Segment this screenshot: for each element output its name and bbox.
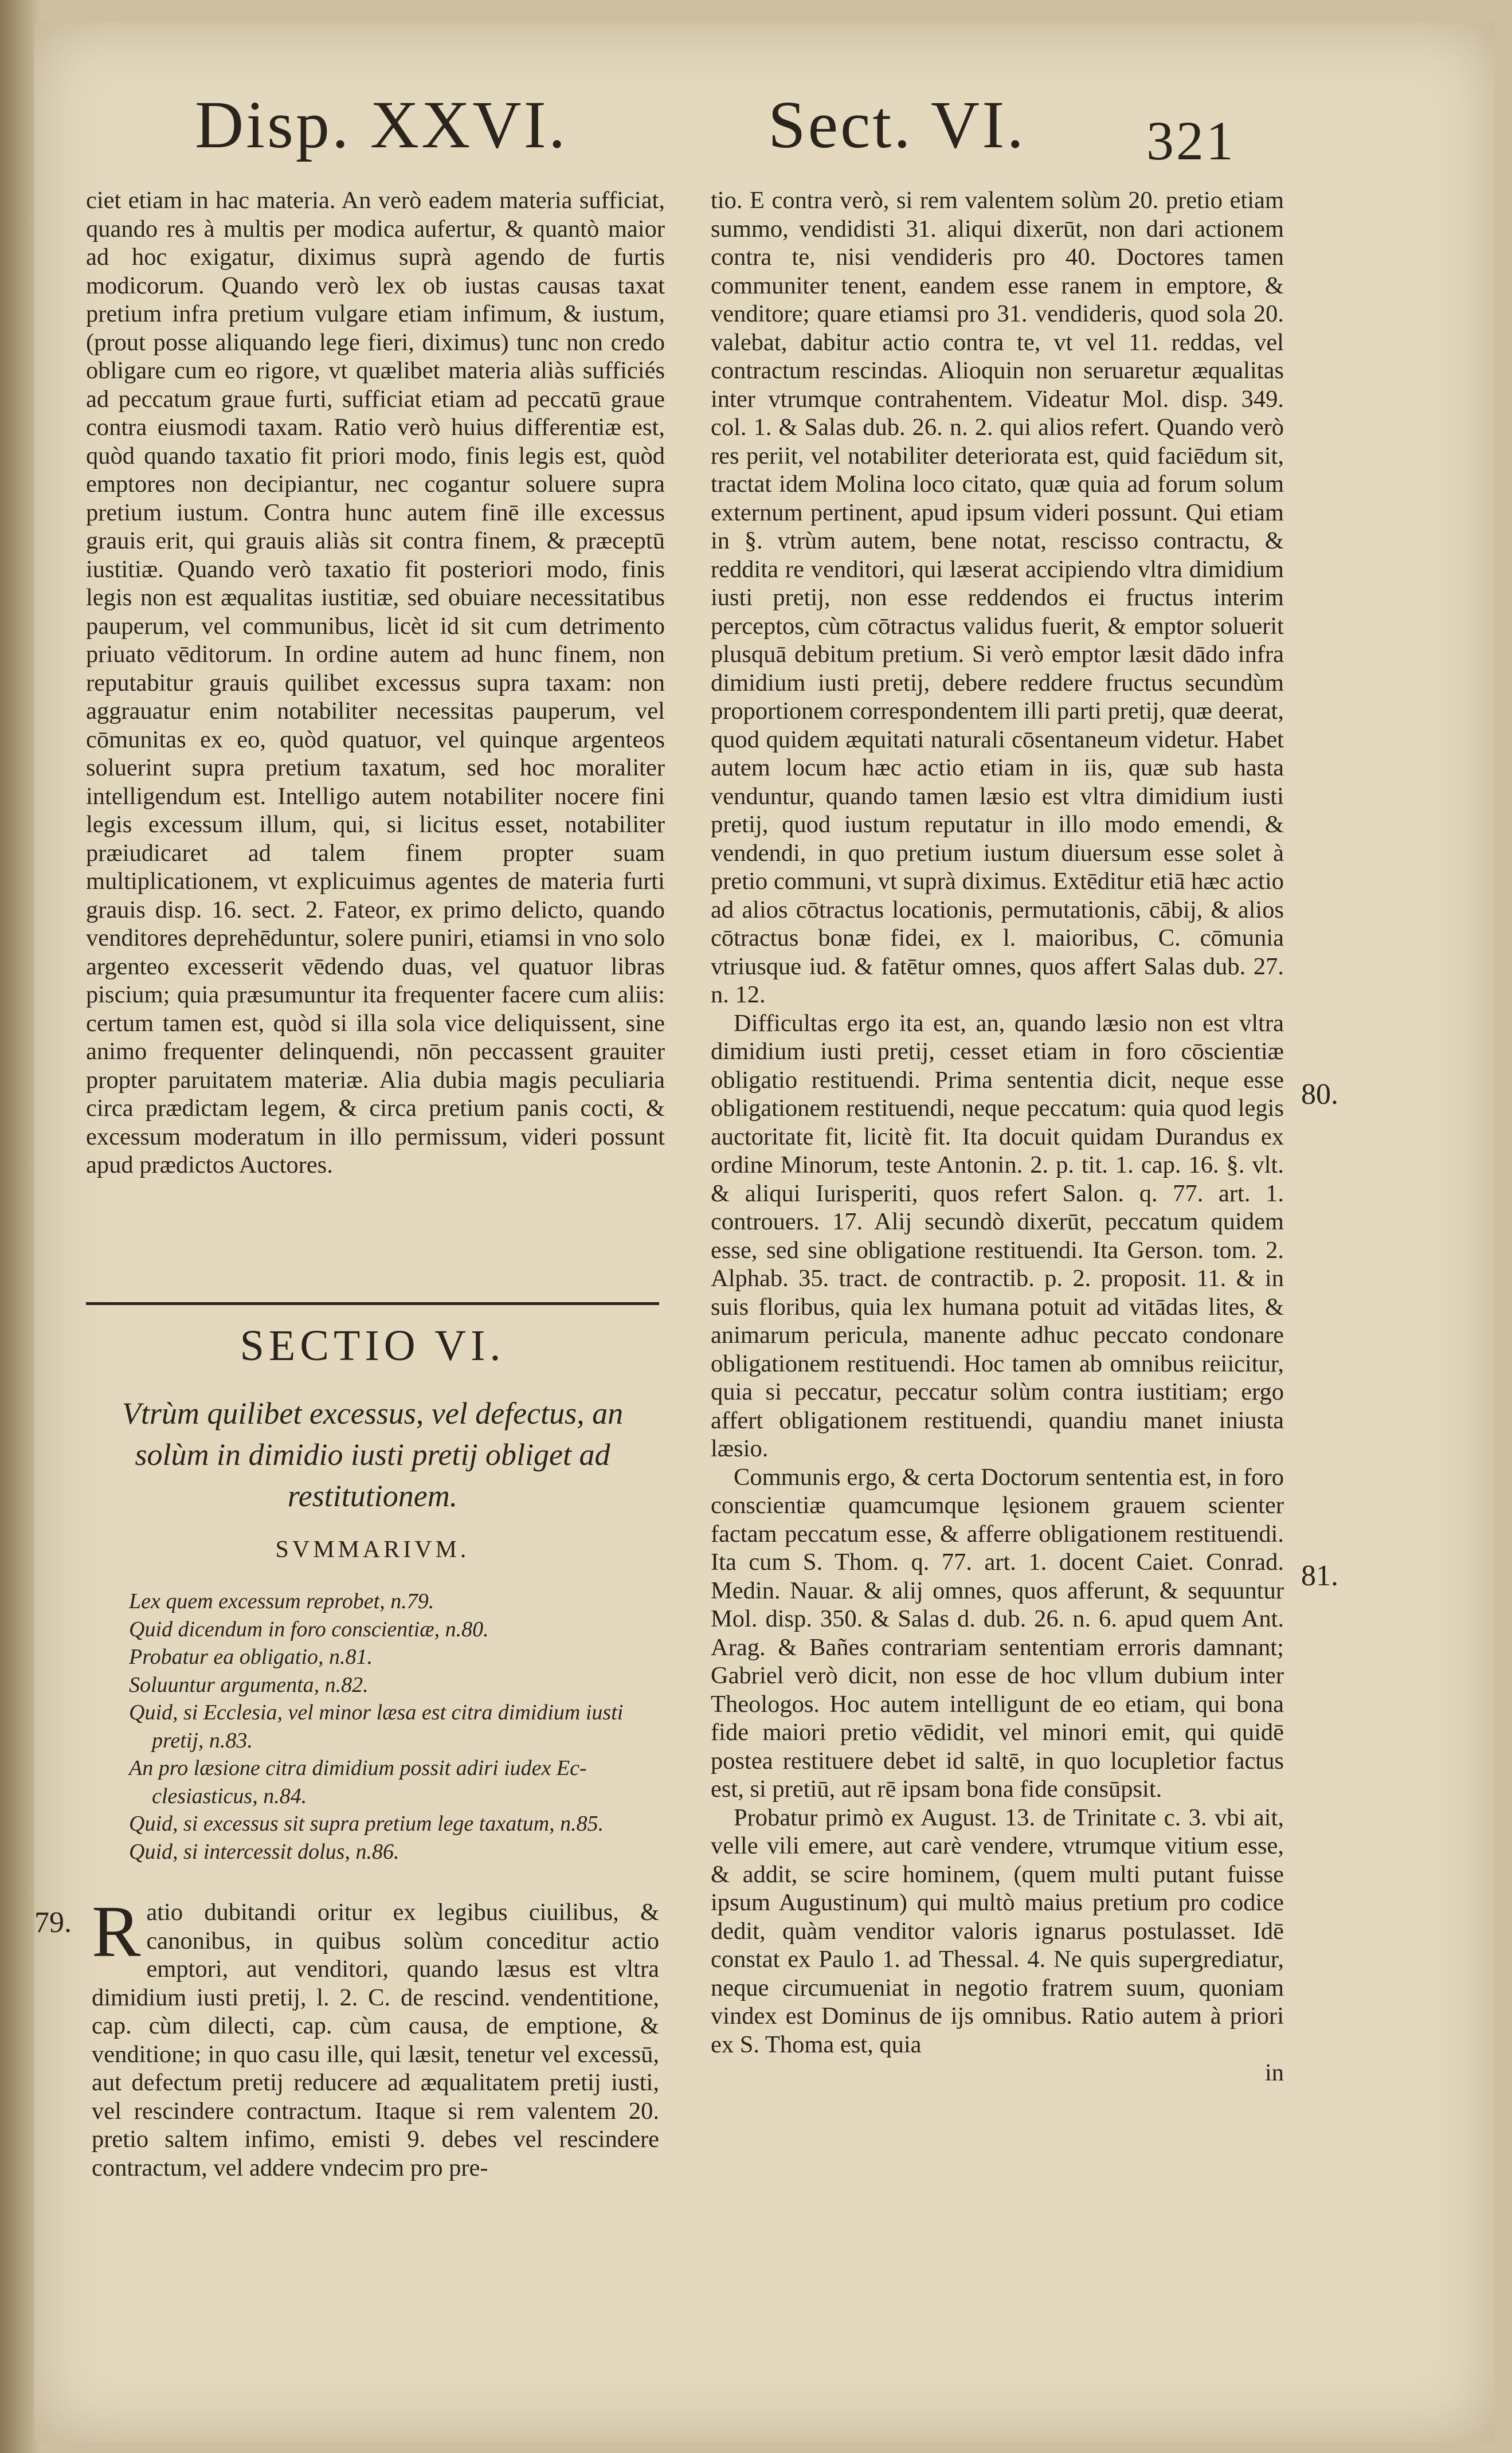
paragraph-79 [92, 1891, 659, 2182]
paragraph: Probatur primò ex August. 13. de Trinitate c. 3. vbi ait, velle vili emere, aut carè vendere, vtrumque vitium esse, & addit, se scire hominem, (quem multi putant fuisse ipsum Augustinum) qui multò maius pretium pro codice dedit, quàm venditor valoris ignarus postulasset. Idē constat ex Paulo 1. ad Thessal. 4. Ne quis supergrediatur, neque circumueniat in negotio fratrem suum, quoniam vindex est Dominus de ijs omnibus. Ratio autem à priori ex S. Thoma est, quia [711, 1804, 1284, 2058]
summary-item: clesiasticus, n.84. [152, 1784, 307, 1808]
section-divider-rule [86, 1302, 659, 1305]
running-header-disputation: Disp. XXVI. [195, 87, 568, 162]
section-subtitle: Vtrùm quilibet excessus, vel defectus, an solùm in dimidio iusti pretij obliget ad restitutionem. [122, 1396, 624, 1513]
running-header-section: Sect. VI. [768, 87, 1027, 162]
summary-list [129, 1588, 645, 1866]
margin-number-79: 79. [34, 1906, 72, 1939]
summary-item: Quid, si Ecclesia, vel minor læsa est citra dimidium iusti [129, 1700, 624, 1725]
paragraph: tio. E contra verò, si rem valentem solùm 20. pretio etiam summo, vendidisti 31. aliqui dixerūt, non dari actionem contra te, nisi vendideris pro 40. Doctores tamen communiter tenent, eandem esse ranem in emptore, & venditore; quare etiamsi pro 31. vendideris, quod sola 20. valebat, dabitur actio contra te, vt vel 11. reddas, vel contractum rescindas. Alioquin non seruaretur æqualitas inter vtrumque contrahentem. Videatur Mol. disp. 349. col. 1. & Salas dub. 26. n. 2. qui alios refert. Quando verò res periit, vel notabiliter deteriorata est, quid faciēdum sit, tractat idem Molina loco citato, quæ quia ad forum solum externum pertinent, apud ipsum videri possunt. Qui etiam in §. vtrùm autem, bene notat, rescisso contractu, & reddita re venditori, qui læserat accipiendo vltra dimidium iusti pretij, non esse reddendos ei fructus interim perceptos, cùm cōtractus validus fuerit, & emptor soluerit plusquā debitum pretium. Si verò emptor læsit dādo infra dimidium iusti pretij, debere reddere fructus secundùm proportionem correspondentem illi parti pretij, quæ deerat, quod quidem æquitati naturali cōsentaneum videtur. Habet autem locum hæc actio etiam in iis, quæ sub hasta venduntur, quando tamen læsio est vltra dimidium iusti pretij, quod iustum reputatur in illo modo emendi, & vendendi, in quo pretium iustum diuersum esse solet à pretio communi, vt suprà diximus. Extēditur etiā hæc actio ad alios cōtractus locationis, permutationis, cābij, & alios cōtractus bonæ fidei, ex l. maioribus, C. cōmunia vtriusque iud. & fatētur omnes, quos affert Salas dub. 27. n. 12. [711, 187, 1284, 1008]
summary-item: Probatur ea obligatio, n.81. [129, 1645, 373, 1669]
left-column-text [86, 186, 665, 1180]
paragraph: ciet etiam in hac materia. An verò eadem materia sufficiat, quando res à multis per modica aufertur, & quantò maior ad hoc exigatur, diximus suprà agendo de furtis modicorum. Quando verò lex ob iustas causas taxat pretium infra pretium vulgare etiam infimum, & iustum, (prout posse aliquando lege fieri, diximus) tunc non credo obligare cum eo rigore, vt quælibet materia aliàs sufficiés ad peccatum graue furti, sufficiat etiam ad peccatū graue contra eiusmodi taxam. Ratio verò huius differentiæ est, quòd quando taxatio fit priori modo, finis legis est, quòd emptores non decipiantur, nec cogantur soluere supra pretium iustum. Contra hunc autem finē ille excessus grauis erit, qui grauis aliàs sit contra finem, & præceptū iustitiæ. Quando verò taxatio fit posteriori modo, finis legis non est æqualitas iustitiæ, sed obuiare necessitatibus pauperum, vel communibus, licèt id sit cum detrimento priuato vēditorum. In ordine autem ad hunc finem, non reputabitur grauis quilibet excessus supra taxam: non aggrauatur enim notabiliter necessitas pauperum, vel cōmunitas ex eo, quòd quatuor, vel quinque argenteos soluerint supra pretium taxatum, sed hoc moraliter intelligendum est. Intelligo autem notabiliter nocere fini legis excessum illum, qui, si licitus esset, notabiliter præiudicaret ad talem finem propter suam multiplicationem, vt explicuimus agentes de materia furti grauis disp. 16. sect. 2. Fateor, ex primo delicto, quando venditores deprehēduntur, solere puniri, etiamsi in vno solo argenteo excesserit vēdendo duas, vel quatuor libras piscium; quia præsumuntur ita frequenter facere cum aliis: certum tamen est, quòd si illa sola vice deliquissent, sine animo frequenter delinquendi, nōn peccassent grauiter propter paruitatem materiæ. Alia dubia magis peculiaria circa prædictam legem, & circa pretium panis cocti, & excessum moderatum in illo permissum, videri possunt apud prædictos Auctores. [86, 187, 665, 1178]
summary-item: pretij, n.83. [152, 1728, 253, 1753]
summary-item: Quid dicendum in foro conscientiæ, n.80. [129, 1617, 489, 1641]
summary-heading: SVMMARIVM. [275, 1537, 470, 1563]
summary-item: Quid, si intercessit dolus, n.86. [129, 1839, 399, 1864]
paragraph: Communis ergo, & certa Doctorum sententia est, in foro conscientiæ quamcumque lęsionem grauem scienter factam peccatum esse, & afferre obligationem restituendi. Ita cum S. Thom. q. 77. art. 1. docent Caiet. Conrad. Medin. Nauar. & alij omnes, quos afferunt, & sequuntur Mol. disp. 350. & Salas d. dub. 26. n. 6. apud quem Ant. Arag. & Bañes contrariam sententiam erroris damnant; Gabriel verò dicit, non esse de hoc vllum dubium inter Theologos. Hoc autem intelligunt de eo etiam, qui bona fide maiori pretio vēdidit, vel minori emit, qui quidē postea restituere debet id saltē, in quo locupletior factus est, si pretiū, aut rē ipsam bona fide consūpsit. [711, 1463, 1284, 1802]
summary-item: An pro læsione citra dimidium possit adiri iudex Ec- [129, 1756, 587, 1780]
summary-item: Soluuntur argumenta, n.82. [129, 1672, 369, 1697]
summary-item: Quid, si excessus sit supra pretium lege taxatum, n.85. [129, 1812, 604, 1836]
right-column-text [711, 186, 1284, 2087]
paragraph: Difficultas ergo ita est, an, quando læsio non est vltra dimidium iusti pretij, cesset etiam in foro cōscientiæ obligatio restituendi. Prima sententia dicit, neque esse obligationem restituendi, neque peccatum: quia quod legis auctoritate fit, licitè fit. Ita docuit quidam Durandus ex ordine Minorum, teste Antonin. 2. p. tit. 1. cap. 16. §. vlt. & aliqui Iurisperiti, quos refert Salon. q. 77. art. 1. controuers. 17. Alij secundò dixerūt, peccatum quidem esse, sed sine obligatione restituendi. Ita Gerson. tom. 2. Alphab. 35. tract. de contractib. p. 2. proposit. 11. & in suis floribus, quia lex humana potuit ad vitādas lites, & animarum pericula, manente adhuc peccato condonare obligationem restituendi. Hoc tamen ab omnibus reiicitur, quia si peccatur, peccatur solùm contra iustitiam; ergo affert obligationem restituendi, quandiu manet iniusta læsio. [711, 1009, 1284, 1462]
catchword: in [1264, 2059, 1284, 2086]
paragraph-text: atio dubitandi oritur ex legibus ciuilibus, & canonibus, in quibus solùm conceditur actio emptori, aut venditori, quando læsus est vltra dimidium iusti pretij, l. 2. C. de rescind. vendentitione, cap. cùm dilecti, cap. cùm causa, de emptione, & venditione; in quo casu ille, qui læsit, tenetur vel excessū, aut defectum pretij reducere ad æqualitatem pretij iusti, vel rescindere contractum. Itaque si rem valentem 20. pretio saltem infimo, emisti 9. debes vel rescindere contractum, vel addere vndecim pro pre- [92, 1899, 659, 2181]
page-number: 321 [1146, 110, 1236, 171]
summary-item: Lex quem excessum reprobet, n.79. [129, 1589, 434, 1613]
margin-number-80: 80. [1301, 1078, 1338, 1111]
drop-cap: R [92, 1891, 141, 1972]
section-title: SECTIO VI. [240, 1322, 506, 1370]
margin-number-81: 81. [1301, 1559, 1338, 1592]
